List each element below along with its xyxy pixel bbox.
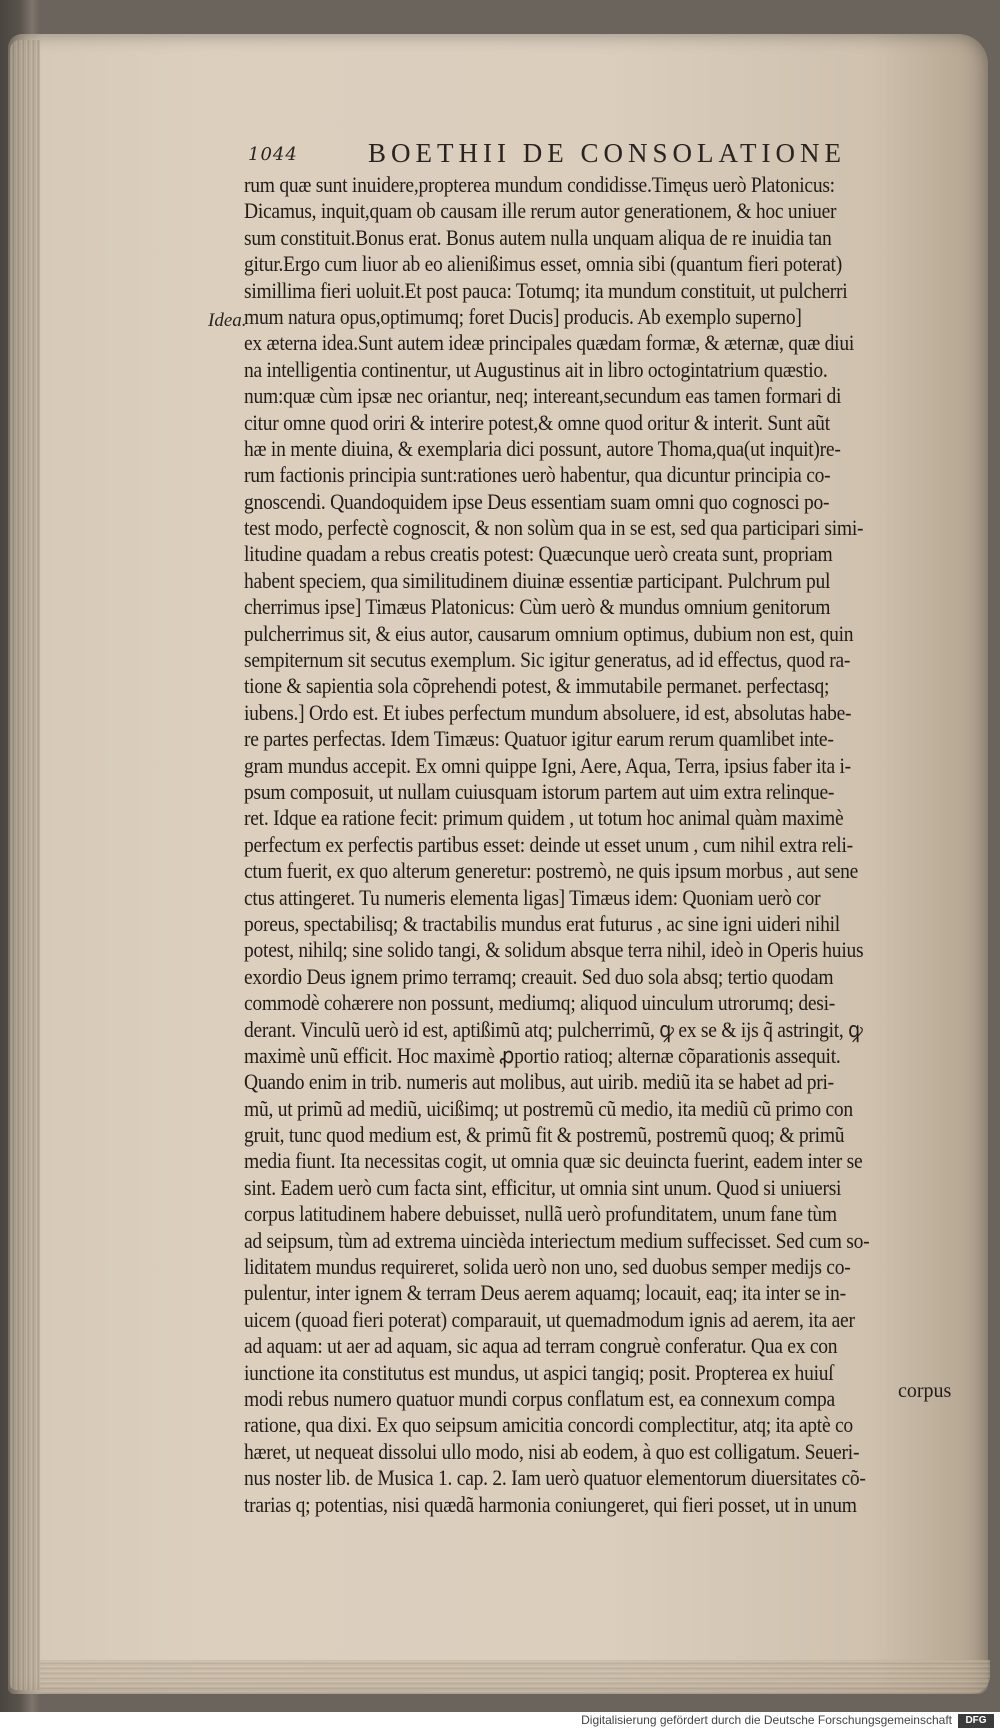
- marginal-note: Idea.: [208, 310, 247, 331]
- text-line: potest, nihilq; sine solido tangi, & solidum absque terra nihil, ideò in Operis huius: [244, 937, 864, 963]
- text-line: modi rebus numero quatuor mundi corpus conflatum est, ea connexum compa: [244, 1385, 835, 1411]
- body-text: [244, 172, 964, 1612]
- text-line: gruit, tunc quod medium est, & primũ fit & postremũ, postremũ quoq; & primũ: [244, 1122, 845, 1148]
- text-line: corpus latitudinem habere debuisset, nullã uerò profunditatem, unum fane tùm: [244, 1201, 837, 1227]
- text-line: ctum fuerit, ex quo alterum generetur: postremò, ne quis ipsum morbus , aut sene: [244, 858, 859, 884]
- page-edges-bottom: [40, 1660, 990, 1694]
- text-line: media fiunt. Ita necessitas cogit, ut omnia quæ sic deuincta fuerint, eadem inter se: [244, 1148, 863, 1174]
- text-line: ret. Idque ea ratione fecit: primum quidem , ut totum hoc animal quàm maximè: [244, 805, 844, 831]
- text-line: nus noster lib. de Musica 1. cap. 2. Iam uerò quatuor elementorum diuersitates cõ-: [244, 1465, 866, 1491]
- text-line: sint. Eadem uerò cum facta sint, efficitur, ut omnia sint unum. Quod si uniuersi: [244, 1174, 842, 1200]
- text-line: sum constituit.Bonus erat. Bonus autem nulla unquam aliqua de re inuidia tan: [244, 224, 832, 250]
- text-line: rum quæ sunt inuidere,propterea mundum condidisse.Timęus uerò Platonicus:: [244, 172, 835, 197]
- text-line: gitur.Ergo cum liuor ab eo alienißimus esset, omnia sibi (quantum fieri poterat): [244, 251, 842, 277]
- page-edges-left: [10, 40, 40, 1690]
- text-line: uicem (quoad fieri poterat) comparauit, ut quemadmodum ignis ad aerem, ita aer: [244, 1306, 855, 1332]
- text-line: pulentur, inter ignem & terram Deus aerem aquamq; locauit, eaq; ita inter se in-: [244, 1280, 846, 1306]
- text-line: pulcherrimus sit, & eius autor, causarum omnium optimus, dubium non est, quin: [244, 620, 854, 646]
- text-line: Quando enim in trib. numeris aut molibus, aut uirib. mediũ ita se habet ad pri-: [244, 1069, 834, 1095]
- text-line: citur omne quod oriri & interire potest,& omne quod oritur & interit. Sunt aũt: [244, 409, 830, 435]
- text-line: liditatem mundus requireret, solida uerò non uno, sed duobus semper medijs co-: [244, 1254, 851, 1280]
- text-line: test modo, perfectè cognoscit, & non solùm qua in se est, sed qua participari simi-: [244, 515, 864, 541]
- text-line: ad seipsum, tùm ad extrema uincièda interiectum medium suffecisset. Sed cum so-: [244, 1227, 870, 1253]
- text-line: rum factionis principia sunt:rationes uerò habentur, qua dicuntur principia co-: [244, 462, 831, 488]
- text-line: mũ, ut primũ ad mediũ, uicißimq; ut postremũ cũ medio, ita mediũ cũ primo con: [244, 1095, 853, 1121]
- text-line: hæret, ut nequeat dissolui ullo modo, nisi ab eodem, à quo est colligatum. Seueri-: [244, 1438, 860, 1464]
- text-line: gram mundus accepit. Ex omni quippe Igni, Aere, Aqua, Terra, ipsius faber ita i-: [244, 752, 851, 778]
- page-number: 1044: [248, 144, 298, 165]
- text-line: tione & sapientia sola cõprehendi potest, & immutabile permanet. perfectasq;: [244, 673, 830, 699]
- text-line: iubens.] Ordo est. Et iubes perfectum mundum absoluere, id est, absolutas habe-: [244, 699, 852, 725]
- text-line: derant. Vinculũ uerò id est, aptißimũ atq; pulcherrimũ, ꝙ ex se & ijs q̃ astringit, ꝙ: [244, 1016, 863, 1042]
- text-line: ctus attingeret. Tu numeris elementa ligas] Timæus idem: Quoniam uerò cor: [244, 884, 821, 910]
- text-line: gnoscendi. Quandoquidem ipse Deus essentiam suam omni quo cognosci po-: [244, 488, 830, 514]
- text-line: hæ in mente diuina, & exemplaria dici possunt, autore Thoma,qua(ut inquit)re-: [244, 435, 841, 461]
- text-line: ex æterna idea.Sunt autem ideæ principales quædam formæ, & æternæ, quæ diui: [244, 330, 855, 356]
- text-line: ad aquam: ut aer ad aquam, sic aqua ad terram congruè conferatur. Qua ex con: [244, 1333, 838, 1359]
- text-line: na intelligentia continentur, ut Augustinus ait in libro octogintatrium quæstio.: [244, 356, 828, 382]
- text-line: maximè unũ efficit. Hoc maximè ꝓportio ratioq; alternæ cõparationis assequit.: [244, 1042, 841, 1068]
- text-line: poreus, spectabilisq; & tractabilis mundus erat futurus , ac sine igni uideri nihil: [244, 910, 840, 936]
- text-line: ratione, qua dixi. Ex quo seipsum amicitia concordi complectitur, atq; ita aptè co: [244, 1412, 853, 1438]
- catchword: corpus: [898, 1380, 952, 1402]
- text-line: mum natura opus,optimumq; foret Ducis] producis. Ab exemplo superno]: [244, 303, 802, 329]
- funding-credit: Digitalisierung gefördert durch die Deutsche Forschungsgemeinschaft: [581, 1713, 952, 1727]
- text-line: sempiternum sit secutus exemplum. Sic igitur generatus, ad id effectus, quod ra-: [244, 647, 851, 673]
- text-line: simillima fieri uoluit.Et post pauca: Totumq; ita mundum constituit, ut pulcherri: [244, 277, 848, 303]
- text-line: litudine quadam a rebus creatis potest: Quæcunque uerò creata sunt, propriam: [244, 541, 833, 567]
- text-line: num:quæ cùm ipsæ nec oriantur, neq; intereant,secundum eas tamen formari di: [244, 383, 842, 409]
- dfg-logo: DFG: [958, 1714, 994, 1728]
- text-line: re partes perfectas. Idem Timæus: Quatuor igitur earum rerum quamlibet inte-: [244, 726, 834, 752]
- text-line: exordio Deus ignem primo terramq; creauit. Sed duo sola absq; tertio quodam: [244, 963, 834, 989]
- text-line: perfectum ex perfectis partibus esset: deinde ut esset unum , cum nihil extra reli-: [244, 831, 853, 857]
- text-line: cherrimus ipse] Timæus Platonicus: Cùm uerò & mundus omnium genitorum: [244, 594, 831, 620]
- text-line: trarias q; potentias, nisi quædã harmonia coniungeret, qui fieri posset, ut in unum: [244, 1491, 857, 1517]
- running-title: BOETHII DE CONSOLATIONE: [368, 138, 846, 168]
- text-line: commodè cohærere non possunt, mediumq; aliquod uinculum utrorumq; desi-: [244, 990, 835, 1016]
- text-line: iunctione ita constitutus est mundus, ut aspici tangiq; posit. Propterea ex huiuſ: [244, 1359, 834, 1385]
- footer-bar: [0, 1712, 1000, 1730]
- text-line: Dicamus, inquit,quam ob causam ille rerum autor generationem, & hoc uniuer: [244, 198, 837, 224]
- text-line: psum composuit, ut nullam cuiusquam istorum partem aut uim extra relinque-: [244, 778, 835, 804]
- text-line: habent speciem, qua similitudinem diuinæ essentiæ participant. Pulchrum pul: [244, 567, 831, 593]
